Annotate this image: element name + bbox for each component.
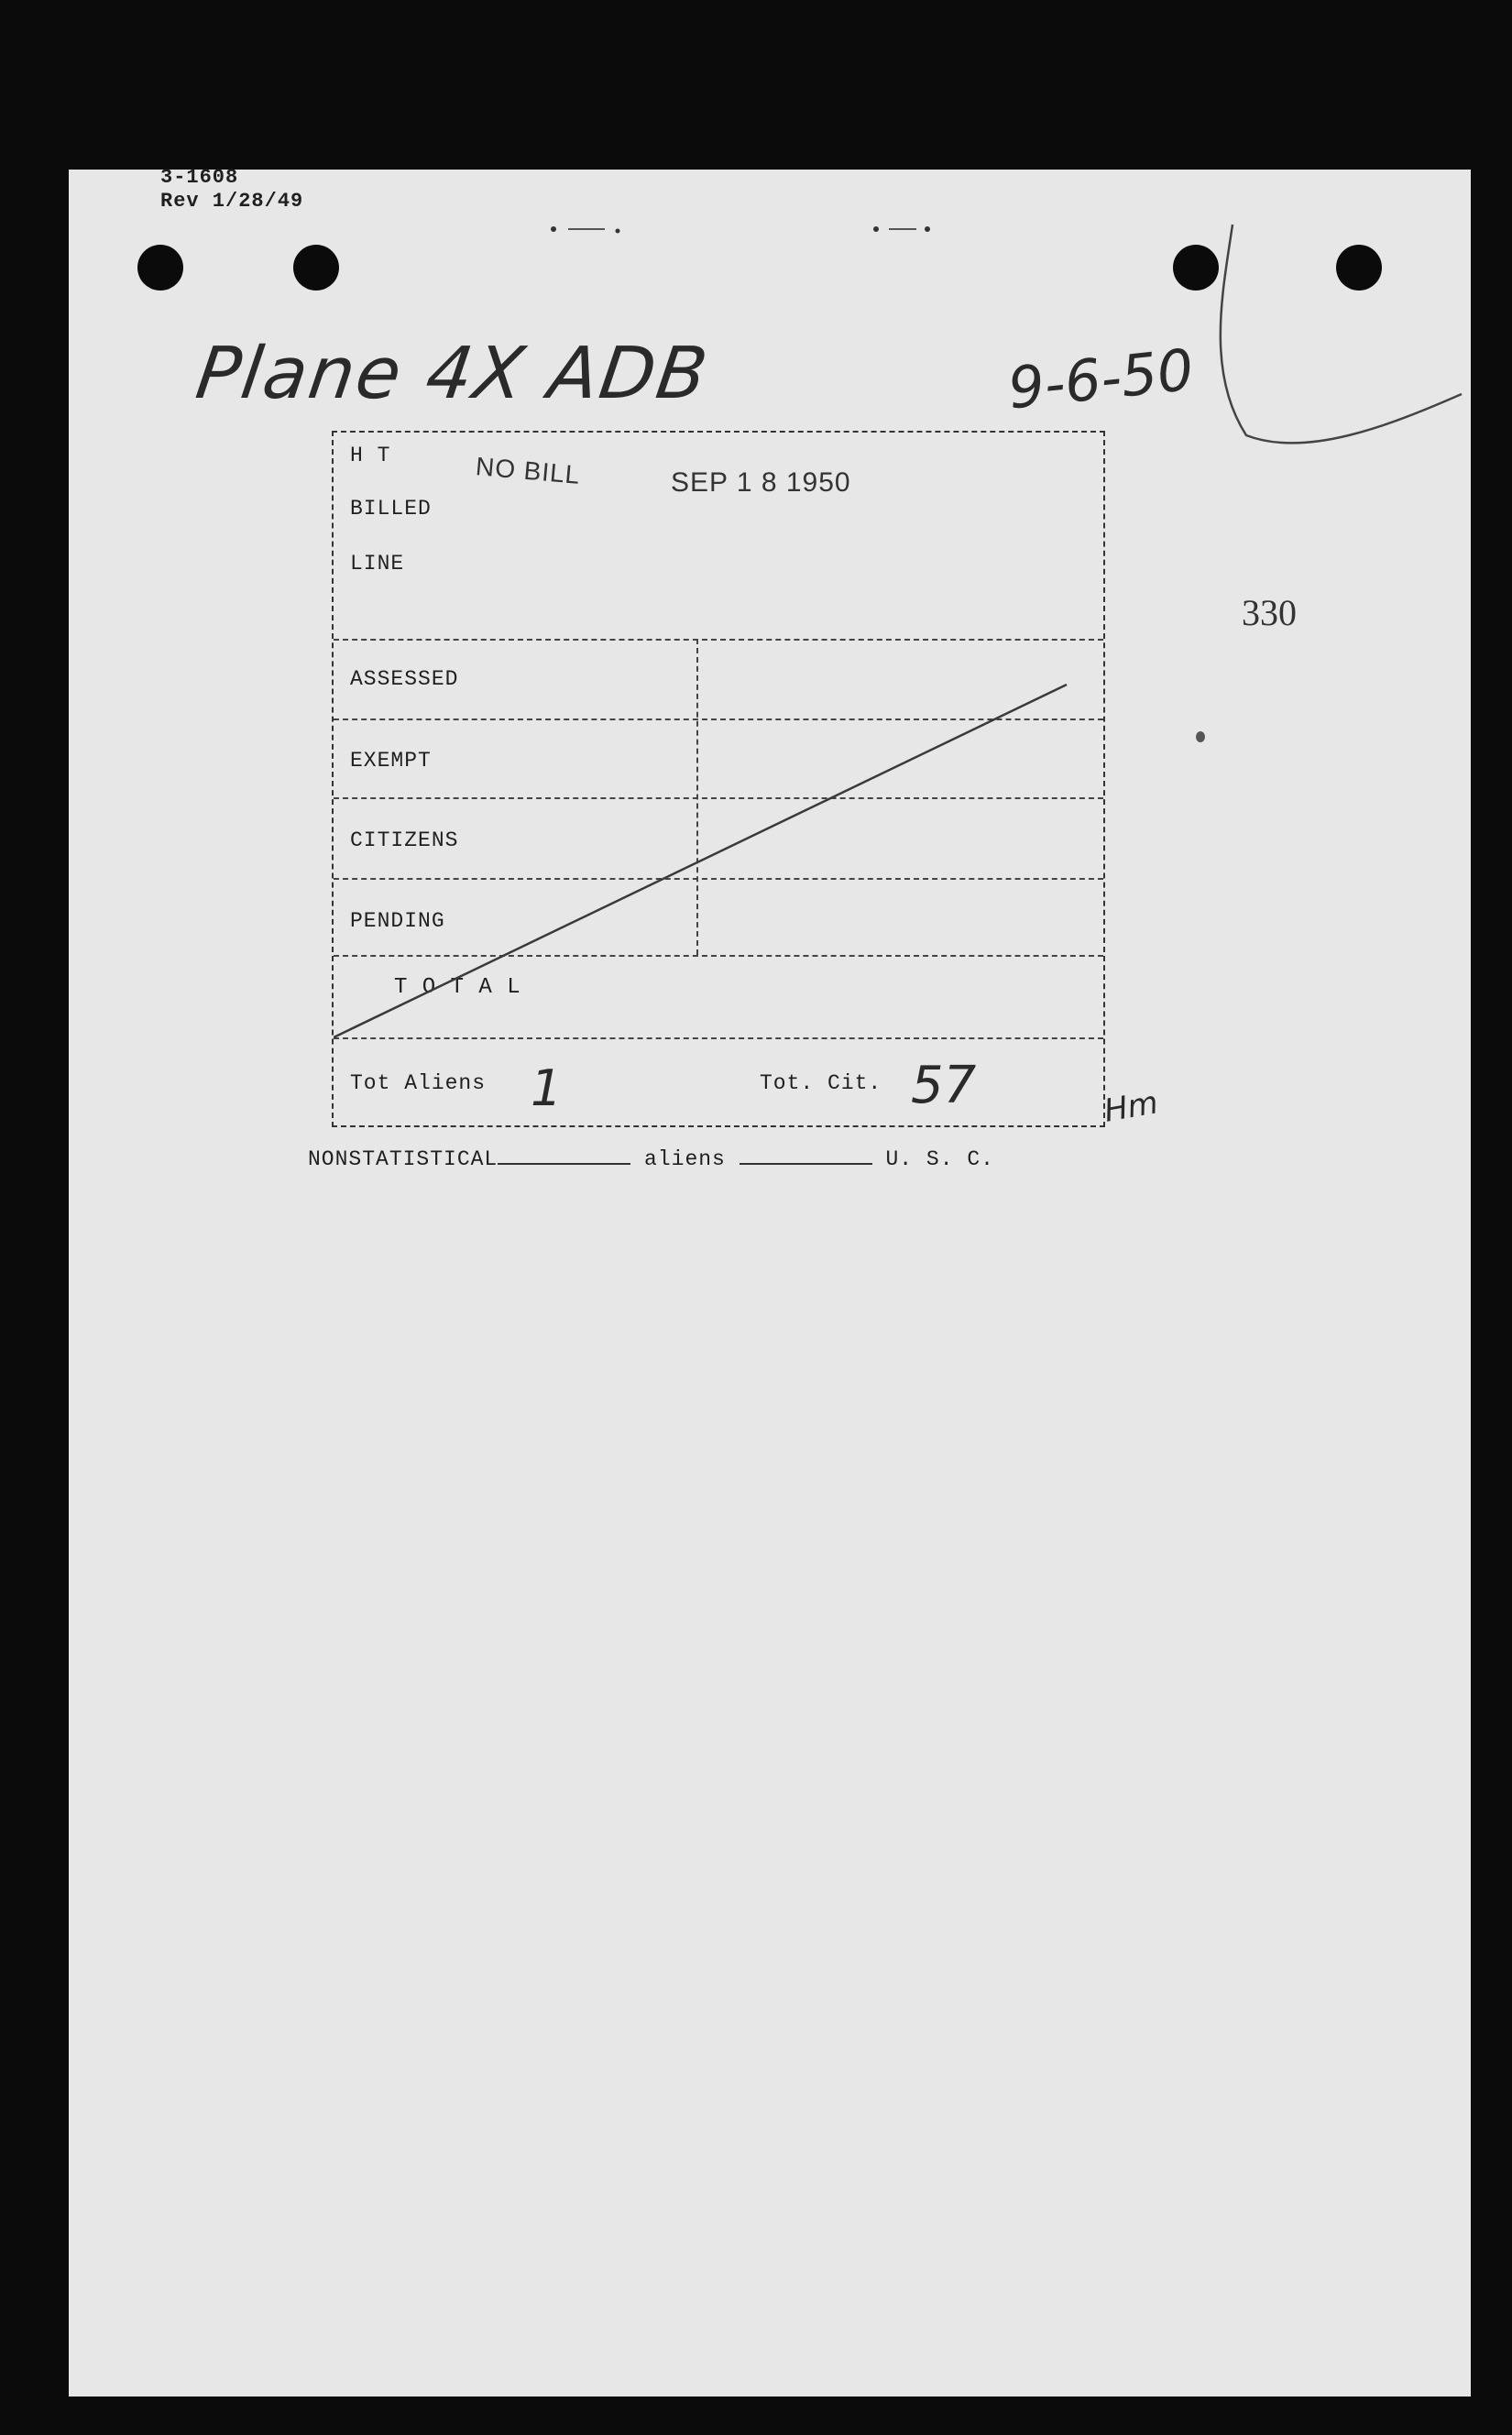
label-usc: U. S. C.: [885, 1147, 994, 1171]
handwritten-date: 9-6-50: [1004, 335, 1197, 422]
form-number: 3-1608: [160, 166, 239, 189]
label-billed: BILLED: [350, 497, 432, 521]
punch-hole-2: [293, 245, 339, 291]
handwritten-tot-cit: 57: [911, 1056, 977, 1115]
label-pending: PENDING: [350, 909, 445, 933]
label-total: T O T A L: [394, 975, 521, 1000]
strike-through-line: [334, 433, 1103, 1129]
label-assessed: ASSESSED: [350, 667, 459, 691]
page-number: 330: [1242, 592, 1297, 633]
punch-hole-1: [137, 245, 183, 291]
stray-marks: [550, 223, 935, 232]
stamp-date: SEP 1 8 1950: [671, 467, 851, 498]
form-revision: Rev 1/28/49: [160, 190, 304, 213]
blank-aliens: [740, 1150, 872, 1165]
label-aliens: aliens: [644, 1147, 726, 1171]
handwritten-tot-aliens: 1: [531, 1059, 563, 1117]
label-tot-cit: Tot. Cit.: [760, 1071, 882, 1095]
handwritten-initials: Hm: [1101, 1084, 1161, 1130]
blank-nonstatistical: [498, 1150, 630, 1165]
ink-dot: [1196, 731, 1205, 742]
stamp-no-bill: NO BILL: [474, 452, 582, 489]
label-ht: H T: [350, 444, 391, 467]
handwritten-plane: Plane 4X ADB: [191, 333, 714, 415]
check-mark-stroke: [1159, 215, 1471, 454]
label-citizens: CITIZENS: [350, 828, 459, 852]
label-exempt: EXEMPT: [350, 749, 432, 773]
label-nonstatistical: NONSTATISTICAL: [308, 1147, 499, 1171]
nonstatistical-line: [308, 1147, 994, 1171]
label-tot-aliens: Tot Aliens: [350, 1071, 487, 1095]
form-table: [332, 431, 1105, 1127]
label-line: LINE: [350, 552, 405, 576]
